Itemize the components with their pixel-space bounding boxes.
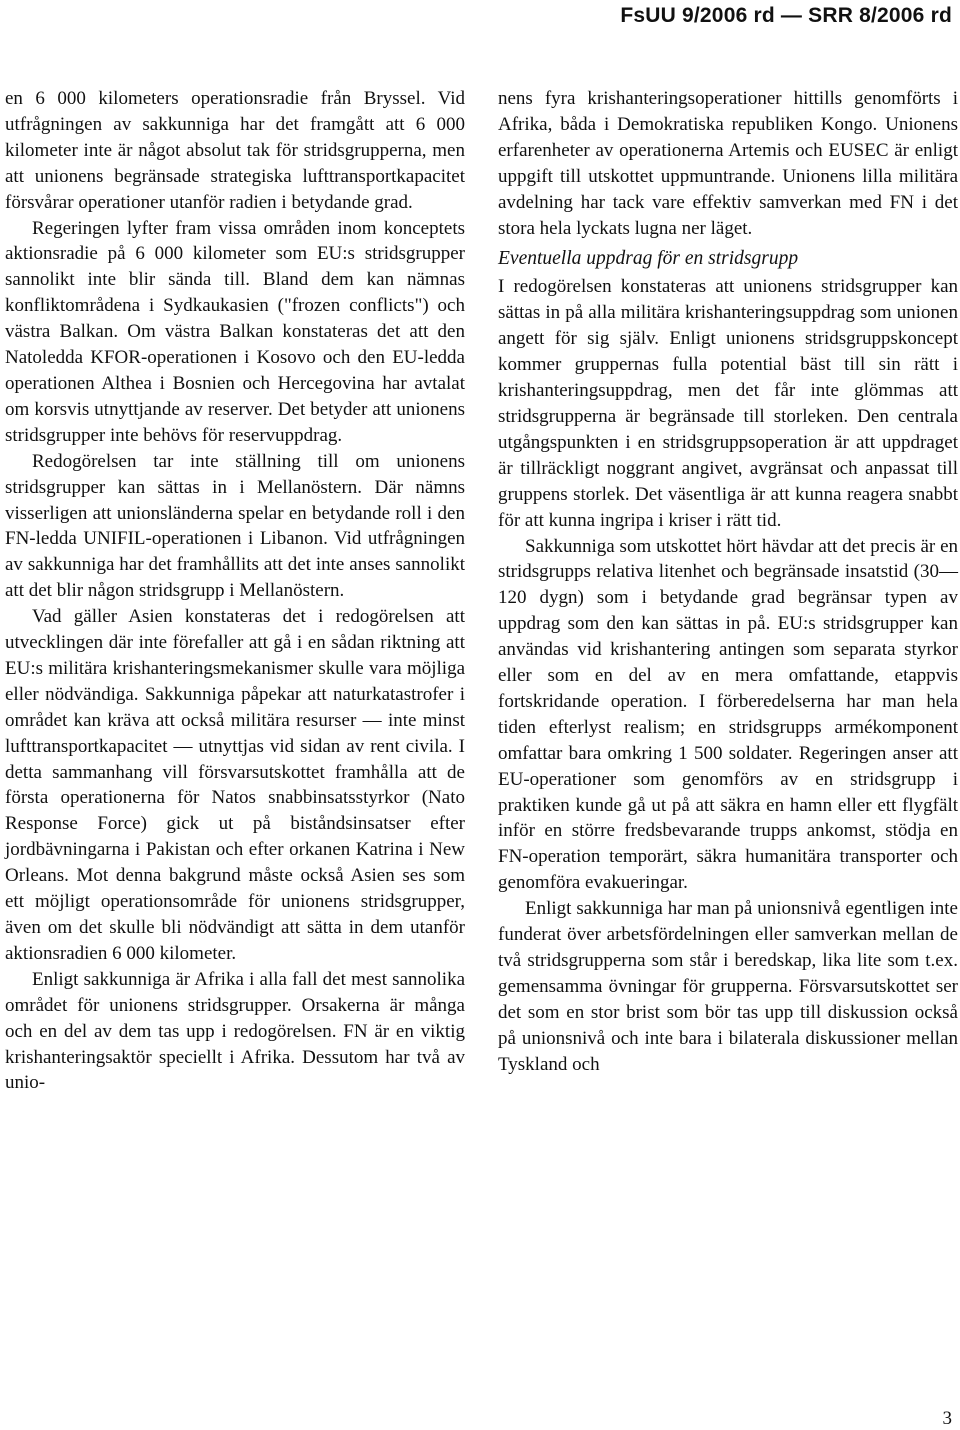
section-heading: Eventuella uppdrag för en stridsgrupp — [498, 248, 799, 270]
paragraph: Sakkunniga som utskottet hört hävdar att det precis är en stridsgrupps relativa litenhet och begränsade insatstid (30—120 dygn) som i betydande grad begränsar typen av uppdrag som den kan sättas in på. EU:s stridsgrupper kan användas vid krishantering antingen som separata styrkor eller som en del av en mera omfattande, etappvis fortskridande operation. I förberedelserna har man hela tiden efterlyst realism; en stridsgrupps armékomponent omfattar bara omkring 1 500 soldater. Regeringen anser att EU-operationer som genomförs av en stridsgrupp i praktiken kunde gå ut på att säkra en hamn eller ett flygfält inför en större fredsbevarande trupps ankomst, stödja en FN-operation temporärt, säkra humanitära transporter och genomföra evakueringar. — [498, 535, 958, 894]
paragraph: nens fyra krishanteringsoperationer hittills genomförts i Afrika, båda i Demokratiska republiken Kongo. Unionens erfarenheter av operationerna Artemis och EUSEC är enligt uppgift till utskottet uppmuntrande. Unionens lilla militära avdelning har tack vare effektiv samverkan med FN i det stora hela lyckats lugna ner läget. — [498, 88, 958, 239]
left-column — [5, 86, 465, 1096]
running-header: FsUU 9/2006 rd — SRR 8/2006 rd — [620, 4, 952, 27]
right-column — [498, 86, 958, 1078]
paragraph: Vad gäller Asien konstateras det i redogörelsen att utvecklingen där inte förefaller att gå i en sådan riktning att EU:s militära krishanteringsmekanismer skulle vara möjliga eller nödvändiga. Sakkunniga påpekar att naturkatastrofer i området kan kräva att också militära resurser — inte minst lufttransportkapacitet — utnyttjas vid sidan av rent civila. I detta sammanhang vill försvarsutskottet framhålla att de första operationerna för Natos snabbinsatsstyrkor (Nato Response Force) gick ut på biståndsinsatser efter jordbävningarna i Pakistan och efter orkanen Katrina i New Orleans. Mot denna bakgrund måste också Asien ses som ett möjligt operationsområde för unionens stridsgrupper, även om det skulle bli nödvändigt att sätta in dem utanför aktionsradien 6 000 kilometer. — [5, 606, 465, 964]
paragraph: Redogörelsen tar inte ställning till om unionens stridsgrupper kan sättas in i Mellanöstern. Där nämns visserligen att unionsländerna spelar en betydande roll i den FN-ledda UNIFIL-operationen i Libanon. Vid utfrågningen av sakkunniga har det framhållits att det inte anses sannolikt att det blir någon stridsgrupp i Mellanöstern. — [5, 450, 465, 602]
paragraph: Enligt sakkunniga har man på unionsnivå egentligen inte funderat över arbetsfördelningen eller samverkan mellan de två stridsgrupperna som står i beredskap, lika lite som t.ex. gemensamma övningar för grupperna. Försvarsutskottet ser det som en stor brist som bör tas upp till diskussion också på unionsnivå och inte bara i bilaterala diskussioner mellan Tyskland och — [498, 898, 958, 1075]
paragraph: Enligt sakkunniga är Afrika i alla fall det mest sannolika området för unionens stridsgrupper. Orsakerna är många och en del av dem tas upp i redogörelsen. FN är en viktig krishanteringsaktör speciellt i Afrika. Dessutom har två av unio- — [5, 968, 465, 1094]
paragraph: Regeringen lyfter fram vissa områden inom konceptets aktionsradie på 6 000 kilometer som EU:s stridsgrupper sannolikt inte blir sända till. Bland dem kan nämnas konfliktområdena i Sydkaukasien ("frozen conflicts") och västra Balkan. Om västra Balkan konstateras det att den Natoledda KFOR-operationen i Kosovo och den EU-ledda operationen Althea i Bosnien och Hercegovina har avtalat om korsvis utnyttjande av reserver. Det betyder att unionens stridsgrupper inte behövs för reservuppdrag. — [5, 217, 465, 446]
paragraph: en 6 000 kilometers operationsradie från Bryssel. Vid utfrågningen av sakkunniga har det framgått att 6 000 kilometer inte är något absolut tak för stridsgrupperna, men att unionens begränsade strategiska lufttransportkapacitet försvårar operationer utanför radien i betydande grad. — [5, 88, 465, 213]
page-number: 3 — [942, 1408, 952, 1429]
paragraph: I redogörelsen konstateras att unionens stridsgrupper kan sättas in på alla militära krishanteringsuppdrag som unionen angett för sig själv. Enligt unionens stridsgruppskoncept kommer gruppernas fulla potential bäst till sin rätt i krishanteringsuppdrag, men det får inte glömmas att stridsgrupperna är begränsade till storleken. Den centrala utgångspunkten i en stridsgruppsoperation är att uppdraget är tillräckligt noggrant angivet, avgränsat och anpassat till gruppens storlek. Det väsentliga är att kunna reagera snabbt för att kunna ingripa i kriser i rätt tid. — [498, 276, 958, 531]
